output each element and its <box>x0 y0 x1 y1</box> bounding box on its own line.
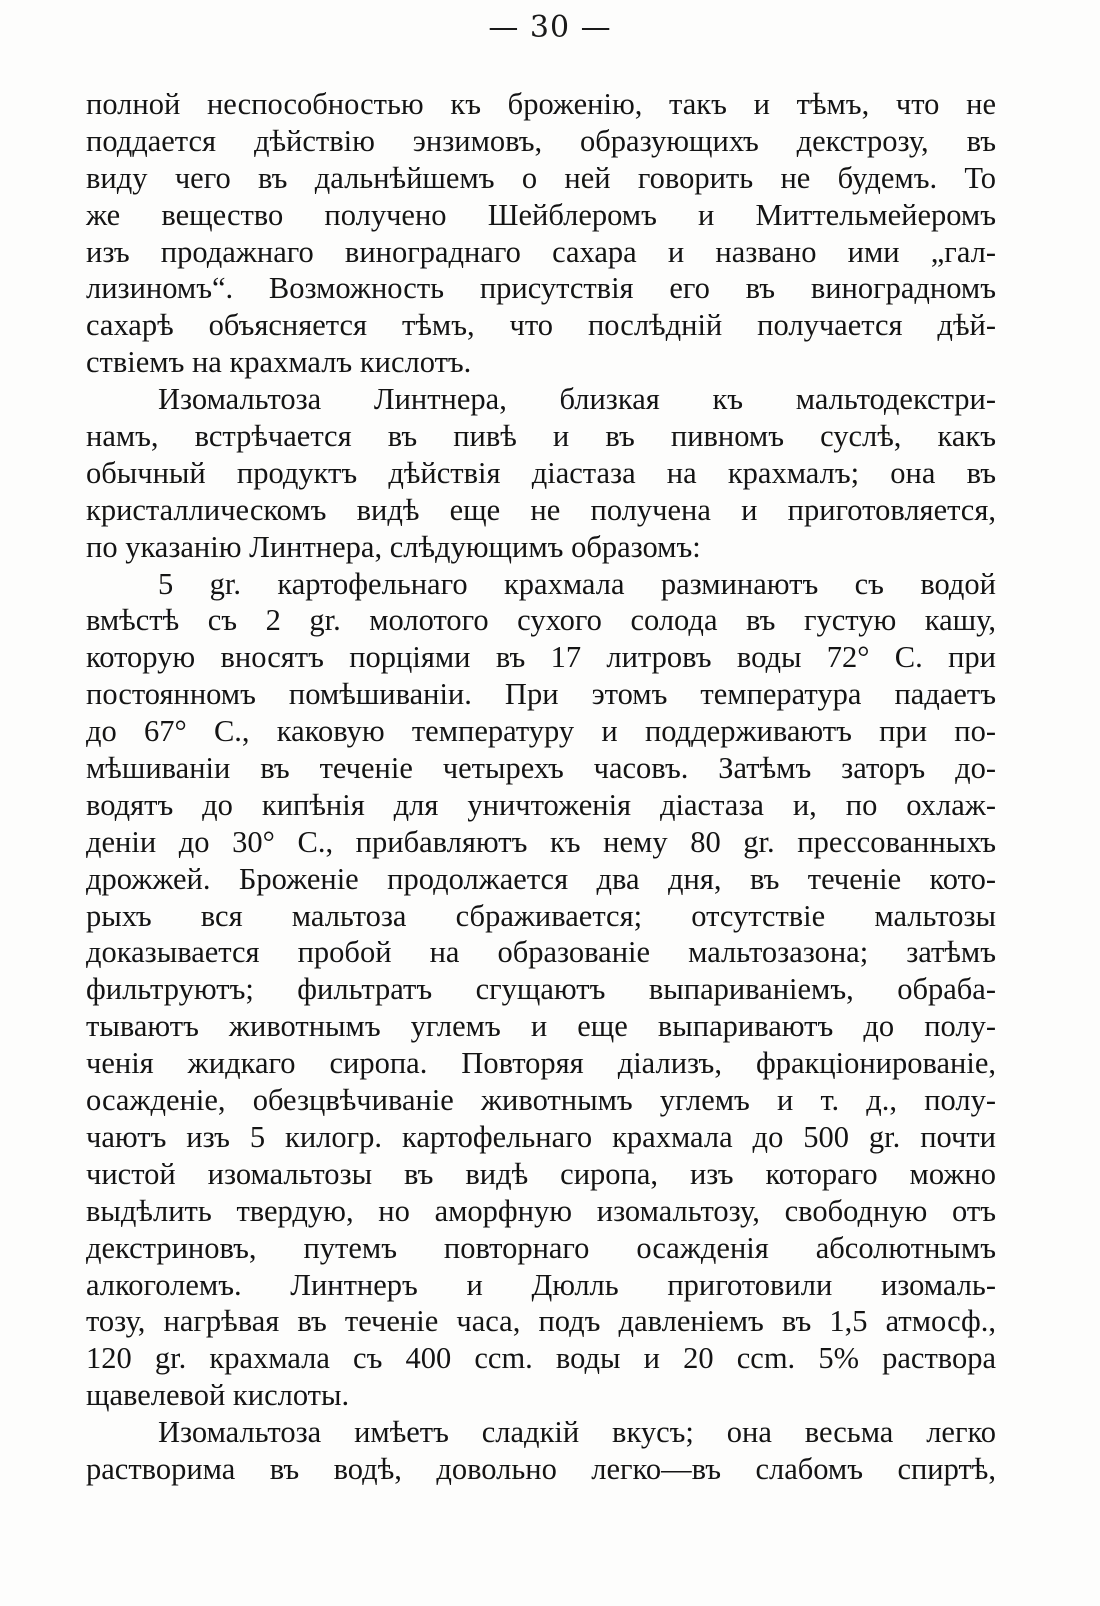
text-line: алкоголемъ. Линтнеръ и Дюлль приготовили изомаль- <box>86 1267 996 1302</box>
text-line: дрожжей. Броженіе продолжается два дня, въ теченіе кото- <box>86 861 996 896</box>
text-line: рыхъ вся мальтоза сбраживается; отсутствіе мальтозы <box>86 898 996 933</box>
text-line: ченія жидкаго сиропа. Повторяя діализъ, фракціонированіе, <box>86 1046 996 1081</box>
paragraph <box>86 381 996 565</box>
text-line: ствіемъ на крахмалъ кислотъ. <box>86 345 472 380</box>
text-line: же вещество получено Шейблеромъ и Миттельмейеромъ <box>86 197 996 232</box>
text-line: сахарѣ объясняется тѣмъ, что послѣдній получается дѣй- <box>86 308 996 343</box>
text-line: водятъ до кипѣнія для уничтоженія діастаза и, по охлаж- <box>86 787 996 822</box>
text-line: по указанію Линтнера, слѣдующимъ образомъ: <box>86 529 701 564</box>
text-line: тываютъ животнымъ углемъ и еще выпариваютъ до полу- <box>86 1009 996 1044</box>
text-line: постоянномъ помѣшиваніи. При этомъ температура падаетъ <box>86 677 996 712</box>
text-line: намъ, встрѣчается въ пивѣ и въ пивномъ суслѣ, какъ <box>86 419 996 454</box>
page-number: — 30 — <box>488 10 612 45</box>
text-body <box>86 86 996 1488</box>
text-line: кристаллическомъ видѣ еще не получена и приготовляется, <box>86 492 996 527</box>
text-line: тозу, нагрѣвая въ теченіе часа, подъ давленіемъ въ 1,5 атмосф., <box>86 1304 996 1339</box>
paragraph <box>86 86 996 381</box>
text-line: 120 gr. крахмала съ 400 ccm. воды и 20 ccm. 5% раствора <box>86 1341 996 1376</box>
text-line: деніи до 30° С., прибавляютъ къ нему 80 gr. прессованныхъ <box>86 824 996 859</box>
text-line: щавелевой кислоты. <box>86 1378 350 1413</box>
text-line: которую вносятъ порціями въ 17 литровъ воды 72° С. при <box>86 640 996 675</box>
text-line: 5 gr. картофельнаго крахмала разминаютъ съ водой <box>158 566 996 601</box>
text-line: осажденіе, обезцвѣчиваніе животнымъ углемъ и т. д., полу- <box>86 1083 996 1118</box>
text-line: изъ продажнаго винограднаго сахара и названо ими „гал- <box>86 234 996 269</box>
text-line: фильтруютъ; фильтратъ сгущаютъ выпариваніемъ, обраба- <box>86 972 996 1007</box>
text-line: поддается дѣйствію энзимовъ, образующихъ декстрозу, въ <box>86 123 996 158</box>
text-line: чаютъ изъ 5 килогр. картофельнаго крахмала до 500 gr. почти <box>86 1119 996 1154</box>
text-line: полной неспособностью къ броженію, такъ и тѣмъ, что не <box>86 87 996 121</box>
paragraph <box>86 566 996 1414</box>
text-line: мѣшиваніи въ теченіе четырехъ часовъ. Затѣмъ заторъ до- <box>86 751 996 786</box>
paragraph <box>86 1414 996 1488</box>
text-line: лизиномъ“. Возможность присутствія его въ виноградномъ <box>86 271 996 306</box>
text-line: выдѣлить твердую, но аморфную изомальтозу, свободную отъ <box>86 1193 996 1228</box>
text-line: растворима въ водѣ, довольно легко—въ слабомъ спиртѣ, <box>86 1451 996 1486</box>
text-line: обычный продуктъ дѣйствія діастаза на крахмалъ; она въ <box>86 455 996 490</box>
text-line: декстриновъ, путемъ повторнаго осажденія абсолютнымъ <box>86 1230 996 1265</box>
text-line: вмѣстѣ съ 2 gr. молотого сухого солода въ густую кашу, <box>86 603 996 638</box>
text-line: Изомальтоза имѣетъ сладкій вкусъ; она весьма легко <box>158 1415 996 1450</box>
text-line: до 67° С., каковую температуру и поддерживаютъ при по- <box>86 714 996 749</box>
text-line: чистой изомальтозы въ видѣ сиропа, изъ котораго можно <box>86 1156 996 1191</box>
text-line: Изомальтоза Линтнера, близкая къ мальтодекстри- <box>158 382 996 417</box>
text-line: виду чего въ дальнѣйшемъ о ней говорить не будемъ. То <box>86 160 996 195</box>
text-line: доказывается пробой на образованіе мальтозазона; затѣмъ <box>86 935 996 970</box>
